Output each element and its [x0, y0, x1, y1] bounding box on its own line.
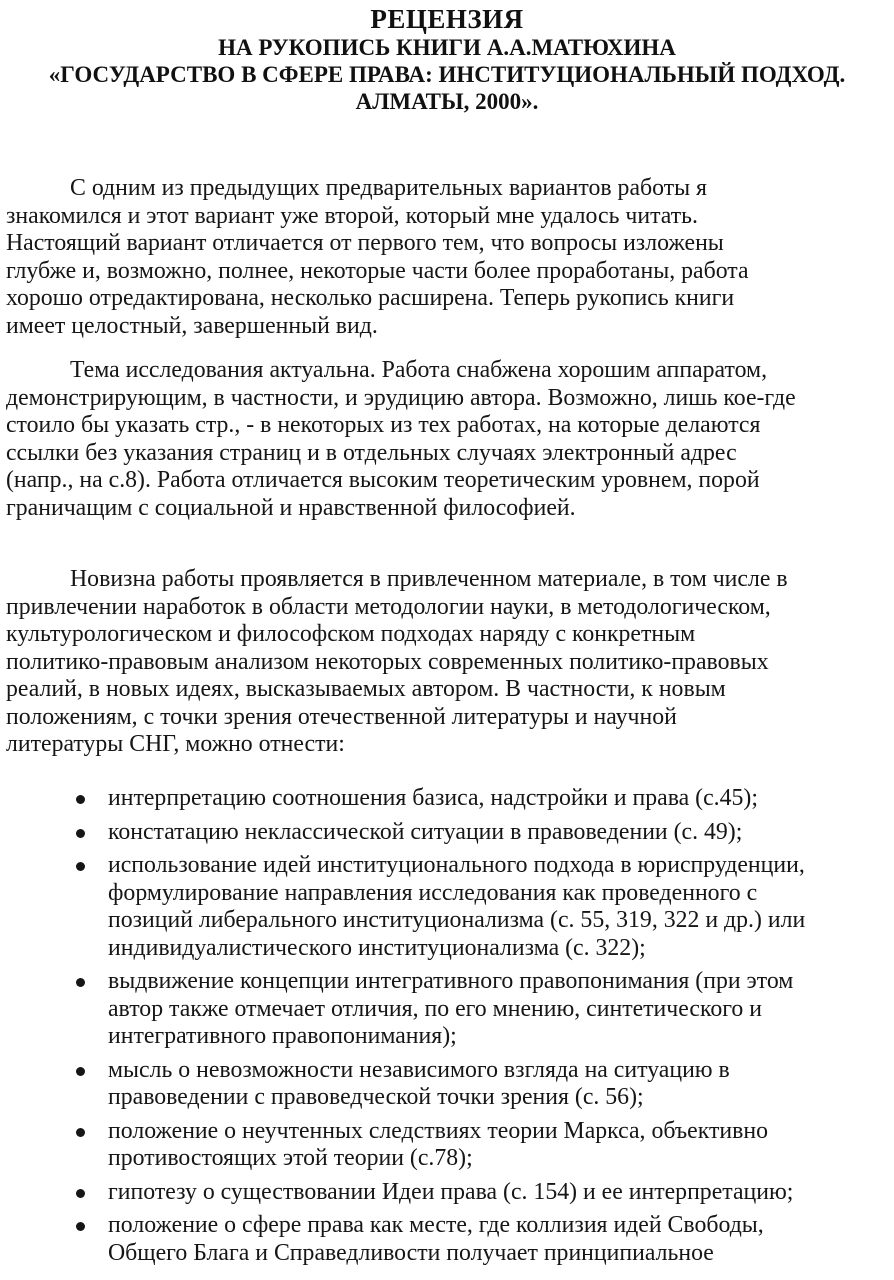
book-title-line-2: АЛМАТЫ, 2000».: [355, 89, 539, 114]
text-line: (напр., на с.8). Работа отличается высоким теоретическим уровнем, порой: [6, 467, 760, 493]
bullet-icon: [76, 1128, 85, 1137]
text-line: констатацию неклассической ситуации в правоведении (с. 49);: [108, 818, 743, 845]
document-header: [0, 4, 894, 115]
text-line: гипотезу о существовании Идеи права (с. 154) и ее интерпретацию;: [108, 1178, 794, 1205]
text-line: реалий, в новых идеях, высказываемых автором. В частности, к новым: [6, 676, 726, 702]
text-line: Новизна работы проявляется в привлеченном материале, в том числе в: [70, 566, 788, 592]
text-line: позиций либерального институционализма (с. 55, 319, 322 и др.) или: [108, 907, 806, 933]
text-line: С одним из предыдущих предварительных вариантов работы я: [70, 175, 707, 201]
text-line: демонстрирующим, в частности, и эрудицию автора. Возможно, лишь кое-где: [6, 384, 796, 411]
text-line: Общего Блага и Справедливости получает принципиальное: [108, 1239, 714, 1266]
bullet-icon: [76, 829, 85, 838]
text-line: мысль о невозможности независимого взгляда на ситуацию в: [108, 1056, 730, 1083]
bullet-icon: [76, 978, 85, 987]
text-line: противостоящих этой теории (с.78);: [108, 1145, 473, 1171]
list-item: [0, 968, 894, 1051]
text-line: хорошо отредактирована, несколько расширена. Теперь рукопись книги: [6, 285, 735, 311]
text-line: формулирование направления исследования как проведенного с: [108, 879, 758, 906]
text-line: использование идей институционального подхода в юриспруденции,: [108, 852, 805, 878]
text-line: знакомился и этот вариант уже второй, который мне удалось читать.: [6, 202, 698, 229]
paragraph-3: [0, 566, 894, 759]
document-subtitle: НА РУКОПИСЬ КНИГИ А.А.МАТЮХИНА: [218, 35, 676, 60]
text-line: ссылки без указания страниц и в отдельных случаях электронный адрес: [6, 439, 737, 466]
text-line: положениям, с точки зрения отечественной литературы и научной: [6, 703, 677, 730]
paragraph-1: [0, 175, 894, 340]
text-line: интерпретацию соотношения базиса, надстройки и права (с.45);: [108, 785, 758, 811]
list-item: [0, 1212, 894, 1267]
text-line: положение о неучтенных следствиях теории Маркса, объективно: [108, 1117, 768, 1144]
bullet-icon: [76, 1067, 85, 1076]
text-line: культурологическом и философском подходах наряду с конкретным: [6, 621, 696, 647]
text-line: положение о сфере права как месте, где коллизия идей Свободы,: [108, 1212, 764, 1238]
bullet-list: [0, 785, 894, 1273]
list-item: [0, 1179, 894, 1207]
list-item: [0, 785, 894, 813]
text-line: стоило бы указать стр., - в некоторых из тех работах, на которые делаются: [6, 412, 761, 438]
list-item: [0, 1057, 894, 1112]
list-item: [0, 819, 894, 847]
bullet-icon: [76, 1222, 85, 1231]
list-item: [0, 1118, 894, 1173]
list-item: [0, 852, 894, 962]
text-line: интегративного правопонимания);: [108, 1023, 457, 1049]
text-line: привлечении наработок в области методологии науки, в методологическом,: [6, 593, 771, 620]
bullet-icon: [76, 862, 85, 871]
document-title: РЕЦЕНЗИЯ: [370, 4, 524, 34]
text-line: глубже и, возможно, полнее, некоторые части более проработаны, работа: [6, 257, 749, 284]
text-line: Тема исследования актуальна. Работа снабжена хорошим аппаратом,: [70, 357, 768, 383]
text-line: граничащим с социальной и нравственной философией.: [6, 494, 576, 521]
text-line: правоведении с правоведческой точки зрения (с. 56);: [108, 1084, 644, 1110]
text-line: имеет целостный, завершенный вид.: [6, 312, 378, 339]
book-title-line-1: «ГОСУДАРСТВО В СФЕРЕ ПРАВА: ИНСТИТУЦИОНАЛЬНЫЙ ПОДХОД.: [48, 62, 846, 87]
text-line: выдвижение концепции интегративного правопонимания (при этом: [108, 968, 794, 994]
text-line: автор также отмечает отличия, по его мнению, синтетического и: [108, 995, 762, 1022]
text-line: литературы СНГ, можно отнести:: [6, 731, 345, 757]
text-line: политико-правовым анализом некоторых современных политико-правовых: [6, 648, 769, 675]
paragraph-2: [0, 357, 894, 522]
text-line: Настоящий вариант отличается от первого тем, что вопросы изложены: [6, 230, 724, 256]
bullet-icon: [76, 795, 85, 804]
text-line: индивидуалистического институционализма (с. 322);: [108, 934, 646, 961]
bullet-icon: [76, 1189, 85, 1198]
